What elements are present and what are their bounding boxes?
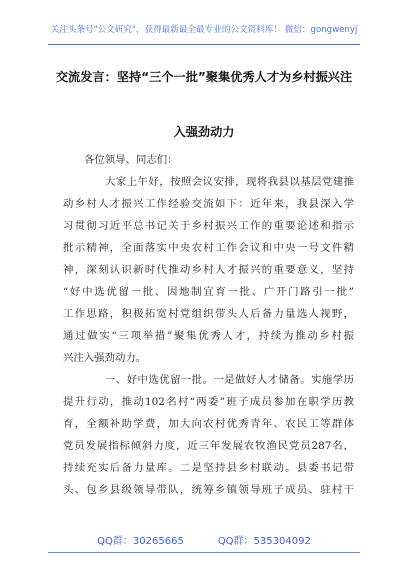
paragraph-intro xyxy=(63,171,354,369)
paragraph-line: 头、包乡县级领导带队，统筹乡镇领导班子成员、驻村干 xyxy=(63,484,354,496)
paragraph-line: 动乡村人才振兴工作经验交流如下：近年来，我县深入学 xyxy=(63,198,354,210)
footer-qq-group-2: QQ群：535304092 xyxy=(217,536,311,547)
paragraph-line: 神，深刻认识新时代推动乡村人才振兴的重要意义，坚持 xyxy=(63,264,354,276)
paragraph-line: 兴注入强劲动力。 xyxy=(63,352,147,364)
footer-divider xyxy=(48,552,360,553)
paragraph-line: 一、好中选优留一批。一是做好人才储备。实施学历 xyxy=(105,374,354,386)
paragraph-line: 提升行动，推动102名村“两委”班子成员参加在职学历教 xyxy=(63,396,354,408)
paragraph-section-one xyxy=(63,369,354,501)
paragraph-line: 批示精神，全面落实中央农村工作会议和中央一号文件精 xyxy=(63,242,354,254)
paragraph-line: 习贯彻习近平总书记关于乡村振兴工作的重要论述和指示 xyxy=(63,220,354,232)
paragraph-line: “好中选优留一批、因地制宜育一批、广开门路引一批” xyxy=(63,286,354,298)
header-note: 关注头条号"公文研究"，获得最新最全最专业的公文资料库！ 微信：gongwenyj xyxy=(50,25,358,35)
paragraph-line: 党员发展指标倾斜力度，近三年发展农牧渔民党员287名， xyxy=(63,440,354,452)
paragraph-line: 大家上午好，按照会议安排，现将我县以基层党建推 xyxy=(105,176,354,188)
paragraph-line: 持续充实后备力量库。二是坚持县乡村联动。县委书记带 xyxy=(63,462,354,474)
document-title-line-2: 入强劲动力 xyxy=(173,125,235,139)
paragraph-line: 通过做实“三项举措”聚集优秀人才，持续为推动乡村振 xyxy=(63,330,354,342)
paragraph-line: 工作思路，积极拓宽村党组织带头人后备力量选人视野， xyxy=(63,308,354,320)
document-title-line-1: 交流发言：坚持“三个一批”聚集优秀人才为乡村振兴注 xyxy=(55,70,353,84)
header-divider xyxy=(48,44,360,45)
salutation: 各位领导、同志们： xyxy=(84,154,178,166)
footer-qq-group-1: QQ群：30265665 xyxy=(97,536,184,547)
paragraph-line: 育，全额补助学费，加大向农村优秀青年、农民工等群体 xyxy=(63,418,354,430)
footer-contact xyxy=(0,532,408,547)
